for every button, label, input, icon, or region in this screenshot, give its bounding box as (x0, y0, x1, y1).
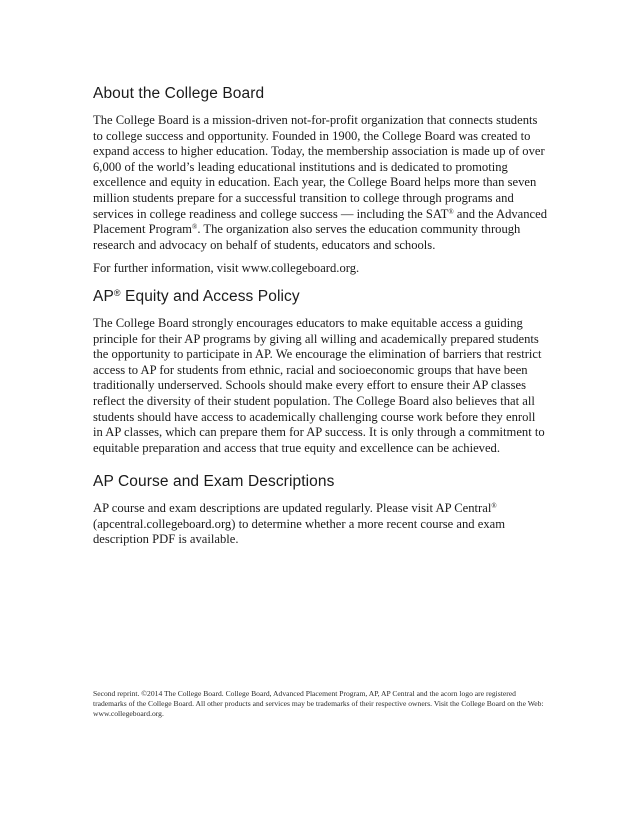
about-paragraph-part-1: The College Board is a mission-driven not-for-profit organization that connects students to college success and opportunity. Founded in 1900, the College Board was created to expand access to higher education. Today, the membership association is made up of over 6,000 of the world’s leading educational institutions and is dedicated to promoting excellence and equity in education. Each year, the College Board helps more than seven million students prepare for a successful transition to college through programs and services in college readiness and college success — including the SAT (93, 113, 545, 221)
equity-paragraph: The College Board strongly encourages educators to make equitable access a guiding principle for their AP programs by giving all willing and academically prepared students the opportunity to participate in AP. We encourage the elimination of barriers that restrict access to AP for students from ethnic, racial and socioeconomic groups that have been traditionally underserved. Schools should make every effort to ensure their AP classes reflect the diversity of their student population. The College Board also believes that all students should have access to academically challenging course work before they enroll in AP classes, which can prepare them for AP success. It is only through a commitment to equitable preparation and access that true equity and excellence can be achieved. (93, 315, 545, 455)
registered-mark: ® (491, 502, 497, 511)
ced-paragraph-part-2: (apcentral.collegeboard.org) to determine whether a more recent course and exam description PDF is available. (93, 516, 506, 547)
ced-heading: AP Course and Exam Descriptions (93, 473, 335, 491)
equity-heading (93, 287, 548, 307)
ced-paragraph-part-1: AP course and exam descriptions are updated regularly. Please visit AP Central (93, 501, 492, 516)
ced-paragraph (93, 501, 548, 548)
copyright-footer: Second reprint. ©2014 The College Board. College Board, Advanced Placement Program, AP, AP Central and the acorn logo are registered trademarks of the College Board. All other products and services may be trademarks of their respective owners. Visit the College Board on the Web: www.collegeboard.org. (93, 689, 544, 719)
equity-heading-part-1: AP (93, 287, 114, 305)
registered-mark: ® (448, 207, 454, 216)
about-heading: About the College Board (93, 85, 265, 102)
document-body (93, 84, 548, 548)
about-paragraph-part-3: . The organization also serves the education community through research and advocacy on behalf of students, educators and schools. (93, 222, 521, 252)
registered-mark: ® (113, 287, 121, 298)
about-paragraph-part-2: and the Advanced Placement Program (93, 206, 548, 237)
equity-heading-part-2: Equity and Access Policy (120, 287, 300, 305)
about-paragraph (93, 113, 548, 253)
about-info-paragraph: For further information, visit www.collegeboard.org. (93, 261, 360, 276)
registered-mark: ® (191, 223, 198, 232)
